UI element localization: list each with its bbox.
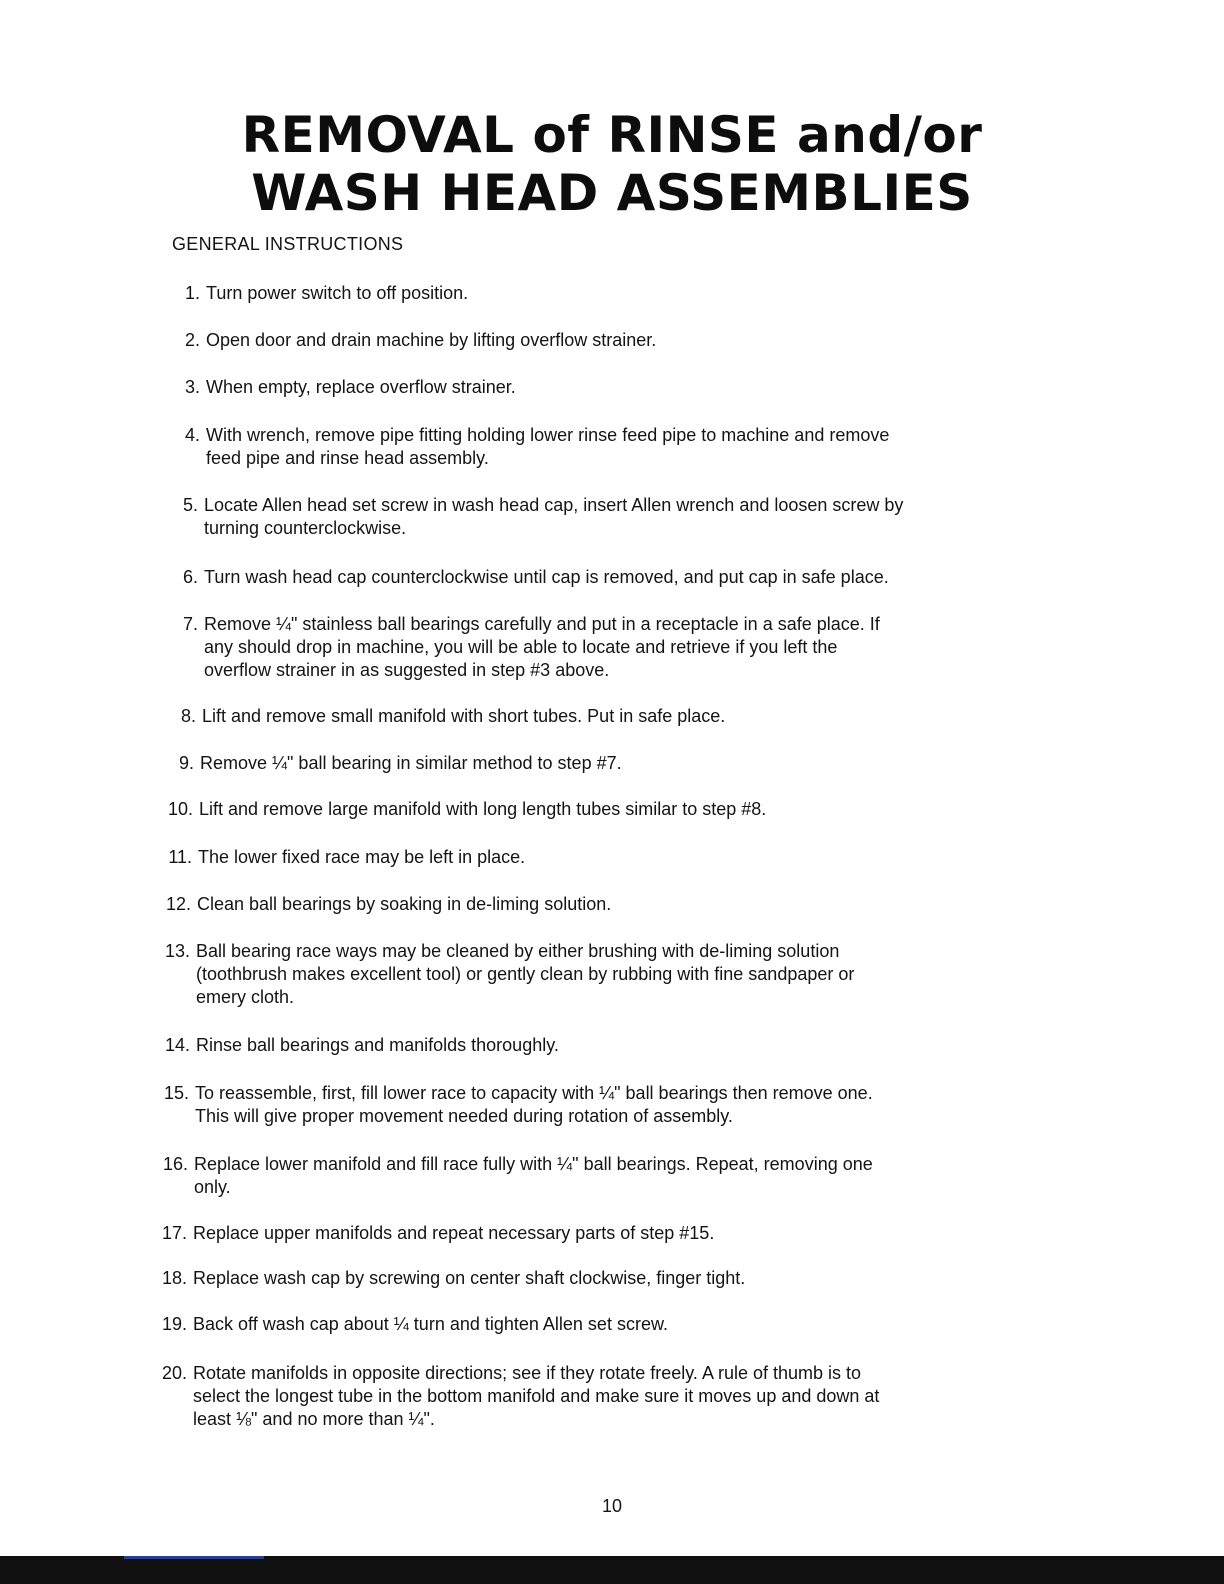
step-number: 7. xyxy=(182,614,198,634)
step-number: 18. xyxy=(161,1268,187,1288)
page-number: 10 xyxy=(601,1496,623,1516)
step-number: 10. xyxy=(167,799,193,819)
scan-bottom-edge xyxy=(0,1556,1224,1584)
step-text: Replace lower manifold and fill race fully with ¼" ball bearings. Repeat, removing one only. xyxy=(194,1154,873,1197)
step-number: 11. xyxy=(168,847,192,867)
instruction-step xyxy=(153,1222,1033,1245)
instruction-step xyxy=(164,494,1044,540)
step-text: Remove ¼" stainless ball bearings carefully and put in a receptacle in a safe place. If any should drop in machine, you will be able to locate and retrieve if you left the overflow strainer in as suggested in step #3 above. xyxy=(204,614,880,680)
instruction-step xyxy=(166,424,1046,470)
step-text: Clean ball bearings by soaking in de-liming solution. xyxy=(197,894,612,914)
step-number: 20. xyxy=(161,1363,187,1383)
step-number: 14. xyxy=(164,1035,190,1055)
instruction-step xyxy=(162,705,1042,728)
step-number: 9. xyxy=(178,753,194,773)
section-heading: GENERAL INSTRUCTIONS xyxy=(172,234,404,254)
step-text: Locate Allen head set screw in wash head cap, insert Allen wrench and loosen screw by turning counterclockwise. xyxy=(204,495,904,538)
step-number: 12. xyxy=(165,894,191,914)
step-text: Turn wash head cap counterclockwise until cap is removed, and put cap in safe place. xyxy=(204,567,889,587)
instruction-step xyxy=(164,613,1044,682)
step-text: To reassemble, first, fill lower race to capacity with ¼" ball bearings then remove one. This will give proper movement needed during rotation of assembly. xyxy=(195,1083,873,1126)
step-number: 19. xyxy=(161,1314,187,1334)
instruction-step xyxy=(160,752,1040,775)
step-number: 4. xyxy=(184,425,200,445)
step-text: The lower fixed race may be left in place. xyxy=(198,847,526,867)
step-text: Replace upper manifolds and repeat necessary parts of step #15. xyxy=(193,1223,715,1243)
instruction-step xyxy=(154,1153,1034,1199)
scan-edge-accent xyxy=(124,1556,264,1559)
step-number: 1. xyxy=(184,283,200,303)
step-number: 17. xyxy=(161,1223,187,1243)
instruction-step xyxy=(158,846,1038,869)
step-number: 6. xyxy=(182,567,198,587)
instruction-step xyxy=(153,1362,1033,1431)
step-number: 5. xyxy=(182,495,198,515)
instruction-step xyxy=(166,329,1046,352)
step-text: Ball bearing race ways may be cleaned by either brushing with de-liming solution (toothbrush makes excellent tool) or gently clean by rubbing with fine sandpaper or emery cloth. xyxy=(196,941,855,1007)
instruction-step xyxy=(153,1313,1033,1336)
step-number: 15. xyxy=(163,1083,189,1103)
step-text: Rotate manifolds in opposite directions; see if they rotate freely. A rule of thumb is to select the longest tube in the bottom manifold and make sure it moves up and down at least ⅛" and no more than ¼". xyxy=(193,1363,880,1429)
step-text: With wrench, remove pipe fitting holding lower rinse feed pipe to machine and remove feed pipe and rinse head assembly. xyxy=(206,425,890,468)
title-line-1: REMOVAL of RINSE and/or xyxy=(241,105,983,164)
step-text: When empty, replace overflow strainer. xyxy=(206,377,516,397)
instruction-step xyxy=(164,566,1044,589)
step-text: Replace wash cap by screwing on center shaft clockwise, finger tight. xyxy=(193,1268,746,1288)
instruction-step xyxy=(166,376,1046,399)
step-text: Back off wash cap about ¼ turn and tighten Allen set screw. xyxy=(193,1314,668,1334)
instruction-step xyxy=(153,1267,1033,1290)
step-text: Open door and drain machine by lifting overflow strainer. xyxy=(206,330,657,350)
instruction-step xyxy=(156,940,1036,1009)
step-number: 2. xyxy=(184,330,200,350)
step-number: 8. xyxy=(180,706,196,726)
instruction-step xyxy=(157,893,1037,916)
instruction-step xyxy=(155,1082,1035,1128)
step-number: 13. xyxy=(164,941,190,961)
step-text: Turn power switch to off position. xyxy=(206,283,469,303)
step-text: Rinse ball bearings and manifolds thoroughly. xyxy=(196,1035,559,1055)
instruction-step xyxy=(156,1034,1036,1057)
step-number: 3. xyxy=(184,377,200,397)
step-text: Lift and remove large manifold with long length tubes similar to step #8. xyxy=(199,799,767,819)
step-text: Lift and remove small manifold with short tubes. Put in safe place. xyxy=(202,706,726,726)
instruction-step xyxy=(159,798,1039,821)
title-line-2: WASH HEAD ASSEMBLIES xyxy=(251,163,973,222)
step-number: 16. xyxy=(162,1154,188,1174)
instruction-step xyxy=(166,282,1046,305)
step-text: Remove ¼" ball bearing in similar method to step #7. xyxy=(200,753,622,773)
